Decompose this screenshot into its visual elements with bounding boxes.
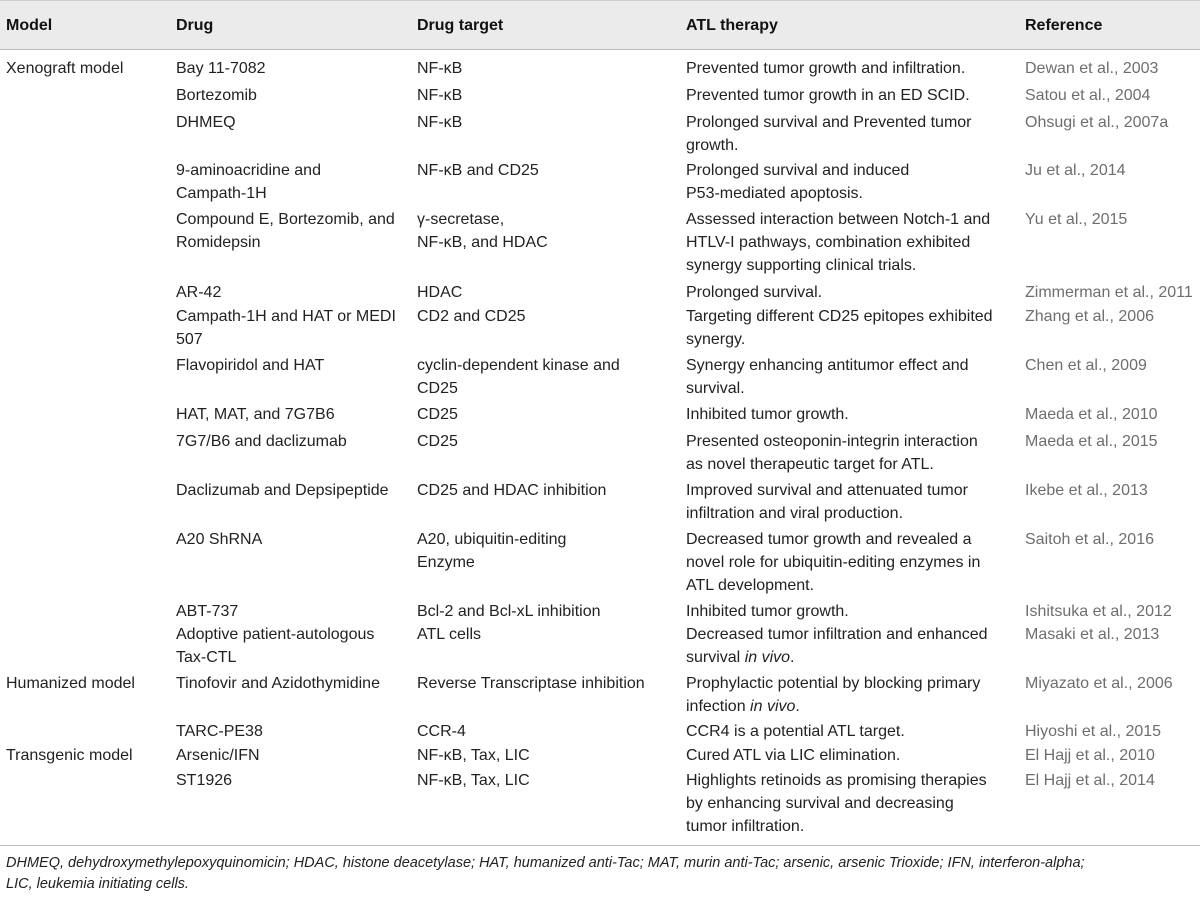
- drug-target-cell: NF-κB: [417, 114, 463, 131]
- atl-therapy-cell: Prolonged survival and Prevented tumor: [686, 114, 972, 131]
- reference-cell: Dewan et al., 2003: [1025, 60, 1159, 77]
- drug-cell: AR-42: [176, 284, 222, 301]
- drug-target-cell: NF-κB: [417, 60, 463, 77]
- header-atl-therapy: ATL therapy: [686, 17, 778, 34]
- drug-target-cell: cyclin-dependent kinase and: [417, 357, 620, 374]
- drug-cell: Bortezomib: [176, 87, 257, 104]
- reference-cell: Maeda et al., 2010: [1025, 406, 1158, 423]
- atl-therapy-cell: Assessed interaction between Notch-1 and: [686, 211, 991, 228]
- drug-target-cell: NF-κB and CD25: [417, 162, 539, 179]
- drug-cell: Romidepsin: [176, 234, 261, 251]
- table-bottom-rule: [0, 845, 1200, 846]
- reference-cell: Zhang et al., 2006: [1025, 308, 1154, 325]
- atl-therapy-cell: HTLV-I pathways, combination exhibited: [686, 234, 971, 251]
- footnote-line: DHMEQ, dehydroxymethylepoxyquinomicin; HDAC, histone deacetylase; HAT, humanized anti-Tac; MAT, murin anti-Tac; arsenic, arsenic Trioxide; IFN, interferon-alpha;: [6, 855, 1085, 871]
- reference-cell: Maeda et al., 2015: [1025, 433, 1158, 450]
- drug-target-cell: CCR-4: [417, 723, 466, 740]
- table-body: [0, 50, 1200, 846]
- reference-cell: Miyazato et al., 2006: [1025, 675, 1173, 692]
- reference-cell: Satou et al., 2004: [1025, 87, 1151, 104]
- atl-therapy-cell: survival in vivo.: [686, 649, 795, 666]
- reference-cell: Ishitsuka et al., 2012: [1025, 603, 1172, 620]
- footnote-line: LIC, leukemia initiating cells.: [6, 876, 189, 892]
- table-header: [0, 0, 1200, 50]
- reference-cell: Masaki et al., 2013: [1025, 626, 1160, 643]
- drug-cell: Daclizumab and Depsipeptide: [176, 482, 389, 499]
- drug-cell: ABT-737: [176, 603, 239, 620]
- drug-cell: Campath-1H: [176, 185, 267, 202]
- atl-therapy-cell: synergy supporting clinical trials.: [686, 257, 917, 274]
- drug-cell: Campath-1H and HAT or MEDI: [176, 308, 396, 325]
- drug-target-cell: γ-secretase,: [417, 211, 505, 228]
- atl-therapy-cell: survival.: [686, 380, 745, 397]
- drug-cell: TARC-PE38: [176, 723, 263, 740]
- model-group-label: Xenograft model: [6, 60, 124, 77]
- atl-therapy-cell: infection in vivo.: [686, 698, 800, 715]
- reference-cell: Yu et al., 2015: [1025, 211, 1128, 228]
- atl-therapy-cell: Cured ATL via LIC elimination.: [686, 747, 901, 764]
- drug-target-cell: NF-κB: [417, 87, 463, 104]
- drug-cell: DHMEQ: [176, 114, 236, 131]
- reference-cell: Saitoh et al., 2016: [1025, 531, 1154, 548]
- drug-cell: 507: [176, 331, 203, 348]
- drug-target-cell: NF-κB, and HDAC: [417, 234, 548, 251]
- drug-target-cell: ATL cells: [417, 626, 482, 643]
- atl-therapy-cell: Prevented tumor growth in an ED SCID.: [686, 87, 970, 104]
- model-group-label: Transgenic model: [6, 747, 133, 764]
- drug-target-cell: CD25: [417, 406, 458, 423]
- drug-target-cell: CD25 and HDAC inhibition: [417, 482, 607, 499]
- atl-therapy-cell: Prolonged survival and induced: [686, 162, 910, 179]
- atl-therapy-cell: synergy.: [686, 331, 746, 348]
- atl-therapy-cell: by enhancing survival and decreasing: [686, 795, 954, 812]
- reference-cell: Hiyoshi et al., 2015: [1025, 723, 1162, 740]
- atl-therapy-cell: Decreased tumor growth and revealed a: [686, 531, 972, 548]
- atl-therapy-cell: P53-mediated apoptosis.: [686, 185, 863, 202]
- drug-target-cell: CD25: [417, 380, 458, 397]
- atl-therapy-cell: as novel therapeutic target for ATL.: [686, 456, 934, 473]
- atl-therapy-cell: novel role for ubiquitin-editing enzymes in: [686, 554, 981, 571]
- drug-target-cell: A20, ubiquitin-editing: [417, 531, 567, 548]
- drug-target-cell: Enzyme: [417, 554, 475, 571]
- drug-target-cell: Bcl-2 and Bcl-xL inhibition: [417, 603, 601, 620]
- drug-cell: Arsenic/IFN: [176, 747, 260, 764]
- reference-cell: Ju et al., 2014: [1025, 162, 1126, 179]
- drug-cell: Flavopiridol and HAT: [176, 357, 325, 374]
- atl-therapy-cell: Highlights retinoids as promising therapies: [686, 772, 987, 789]
- drug-cell: A20 ShRNA: [176, 531, 263, 548]
- atl-therapy-cell: infiltration and viral production.: [686, 505, 904, 522]
- drug-target-cell: CD2 and CD25: [417, 308, 526, 325]
- drug-cell: Tax-CTL: [176, 649, 237, 666]
- table-footnote: [6, 853, 1196, 895]
- drug-target-cell: Reverse Transcriptase inhibition: [417, 675, 645, 692]
- header-drug: Drug: [176, 17, 214, 34]
- drug-cell: 7G7/B6 and daclizumab: [176, 433, 347, 450]
- drug-cell: Bay 11-7082: [176, 60, 266, 77]
- reference-cell: Ohsugi et al., 2007a: [1025, 114, 1169, 131]
- atl-therapy-cell: Inhibited tumor growth.: [686, 603, 849, 620]
- reference-cell: Zimmerman et al., 2011: [1025, 284, 1193, 301]
- drug-cell: Adoptive patient-autologous: [176, 626, 375, 643]
- atl-therapy-cell: Synergy enhancing antitumor effect and: [686, 357, 969, 374]
- reference-cell: Ikebe et al., 2013: [1025, 482, 1148, 499]
- drug-cell: Compound E, Bortezomib, and: [176, 211, 395, 228]
- atl-therapy-cell: Presented osteoponin-integrin interaction: [686, 433, 978, 450]
- atl-therapy-cell: ATL development.: [686, 577, 815, 594]
- drug-target-cell: CD25: [417, 433, 458, 450]
- drug-target-cell: NF-κB, Tax, LIC: [417, 747, 530, 764]
- atl-therapy-cell: Improved survival and attenuated tumor: [686, 482, 968, 499]
- reference-cell: Chen et al., 2009: [1025, 357, 1147, 374]
- atl-therapy-cell: tumor infiltration.: [686, 818, 805, 835]
- drug-cell: 9-aminoacridine and: [176, 162, 321, 179]
- reference-cell: El Hajj et al., 2010: [1025, 747, 1155, 764]
- header-reference: Reference: [1025, 17, 1103, 34]
- drug-target-cell: NF-κB, Tax, LIC: [417, 772, 530, 789]
- atl-therapy-cell: Decreased tumor infiltration and enhanced: [686, 626, 988, 643]
- atl-therapy-cell: growth.: [686, 137, 739, 154]
- atl-therapy-cell: Inhibited tumor growth.: [686, 406, 849, 423]
- reference-cell: El Hajj et al., 2014: [1025, 772, 1155, 789]
- model-group-label: Humanized model: [6, 675, 135, 692]
- atl-therapy-cell: CCR4 is a potential ATL target.: [686, 723, 905, 740]
- header-model: Model: [6, 17, 53, 34]
- atl-therapy-cell: Prevented tumor growth and infiltration.: [686, 60, 966, 77]
- atl-therapy-cell: Prolonged survival.: [686, 284, 823, 301]
- atl-therapy-cell: Targeting different CD25 epitopes exhibited: [686, 308, 993, 325]
- atl-therapy-cell: Prophylactic potential by blocking primary: [686, 675, 981, 692]
- drug-cell: HAT, MAT, and 7G7B6: [176, 406, 335, 423]
- drug-target-cell: HDAC: [417, 284, 463, 301]
- drug-cell: ST1926: [176, 772, 233, 789]
- header-drug-target: Drug target: [417, 17, 504, 34]
- drug-cell: Tinofovir and Azidothymidine: [176, 675, 380, 692]
